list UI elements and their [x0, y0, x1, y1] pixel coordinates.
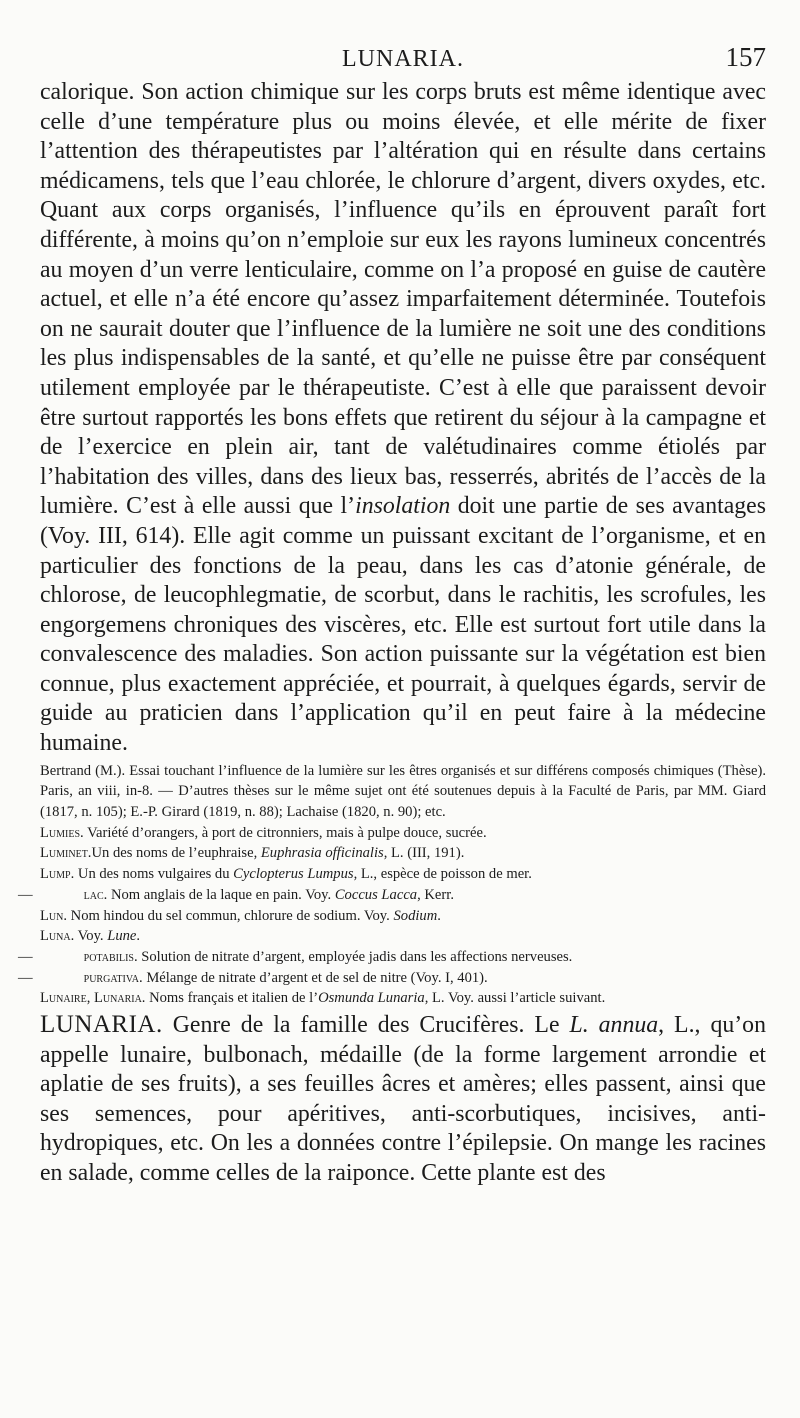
entry-head: Luna.	[40, 928, 75, 945]
entry-lunaire	[40, 988, 766, 1009]
entry-text: .	[437, 907, 441, 924]
main-paragraph	[40, 78, 766, 759]
running-title: LUNARIA.	[342, 46, 464, 72]
entry-head: Lunaire, Lunaria.	[40, 990, 146, 1007]
entry-text: Noms français et italien de l’	[145, 990, 319, 1007]
entry-text: , Kerr.	[417, 886, 454, 903]
entry-italic: Sodium	[393, 907, 438, 924]
entry-text: , L. Voy. aussi l’article suivant.	[424, 990, 606, 1007]
entry-luminet	[40, 843, 766, 864]
entry-italic: Coccus Lacca	[334, 886, 418, 903]
entry-text: , L. (III, 191).	[383, 845, 465, 862]
entry-text: Variété d’orangers, à port de citronniers, mais à pulpe douce, sucrée.	[83, 824, 487, 841]
entry-text: Solution de nitrate d’argent, employée jadis dans les affections nerveuses.	[137, 948, 573, 965]
entry-dash: —	[18, 886, 33, 903]
entry-italic: Osmunda Lunaria	[318, 990, 425, 1007]
entry-text: Nom anglais de la laque en pain. Voy.	[107, 886, 335, 903]
insolation-term: insolation	[355, 493, 451, 520]
entry-lump	[40, 864, 766, 885]
entry-text: , L., espèce de poisson de mer.	[353, 866, 532, 883]
entry-luna-purgativa	[18, 968, 766, 989]
entry-text: Un des noms vulgaires du	[74, 866, 234, 883]
entry-lumies	[40, 823, 766, 844]
entry-text: .	[136, 928, 141, 945]
entry-head: Lun.	[40, 907, 68, 924]
entry-head: lac.	[80, 886, 108, 903]
article-text-1: Genre de la famille des Crucifères. Le	[162, 1012, 570, 1039]
entry-head: Lumies.	[40, 824, 84, 841]
entry-luna-potabilis	[18, 947, 766, 968]
entry-text: Voy.	[74, 928, 108, 945]
entry-italic: Lune	[107, 928, 137, 945]
entry-italic: Cyclopterus Lumpus	[233, 866, 354, 883]
entry-head: purgativa.	[80, 969, 143, 986]
entry-head: Luminet.	[40, 845, 92, 862]
entry-lun	[40, 906, 766, 927]
entry-text: Mélange de nitrate d’argent et de sel de nitre (Voy. I, 401).	[142, 969, 488, 986]
page-number: 157	[725, 42, 766, 72]
lunaria-article	[40, 1010, 766, 1189]
entry-lump-lac	[18, 885, 766, 906]
article-head: LUNARIA.	[40, 1011, 163, 1039]
entry-head: potabilis.	[80, 948, 138, 965]
article-text-2: , L., qu’on appelle lunaire, bulbonach, médaille (de la forme largement arrondie et aplatie de ses fruits), a ses feuilles âcres et amères; elles passent, ainsi que ses semences, pour apéritives, anti-scorbutiques, incisives, anti-hydropiques, etc. On les a données contre l’épilepsie. On mange les racines en salade, comme celles de la raiponce. Cette plante est des	[40, 1012, 766, 1187]
entry-italic: Euphrasia officinalis	[260, 845, 384, 862]
article-italic: L. annua	[569, 1012, 659, 1039]
main-paragraph-text-1: calorique. Son action chimique sur les corps bruts est même identique avec celle d’une température plus ou moins élevée, et elle mérite de fixer l’attention des thérapeutistes par l’altération qui en résulte dans certains médicamens, tels que l’eau chlorée, le chlorure d’argent, divers oxydes, etc. Quant aux corps organisés, l’influence qu’ils en éprouvent paraît fort différente, à moins qu’on n’emploie sur eux les rayons lumineux concentrés au moyen d’un verre lenticulaire, comme on l’a proposé en guise de cautère actuel, et elle n’a été encore qu’assez imparfaitement déterminée. Toutefois on ne saurait douter que l’influence de la lumière ne soit une des conditions les plus indispensables de la santé, et qu’elle ne puisse être par conséquent utilement employée par le thérapeutiste. C’est à elle que paraissent devoir être surtout rapportés les bons effets que retirent du séjour à la campagne et de l’exercice en plein air, tant de valétudinaires comme étiolés par l’habitation des villes, dans des lieux bas, resserrés, abrités de l’accès de la lumière. C’est à elle aussi que l’	[40, 79, 766, 520]
entry-text: Un des noms de l’euphraise,	[91, 845, 261, 862]
notes-section	[18, 761, 766, 1009]
entry-head: Lump.	[40, 866, 75, 883]
entry-dash: —	[18, 948, 33, 965]
bibliography-note: Bertrand (M.). Essai touchant l’influence de la lumière sur les êtres organisés et sur différens composés chimiques (Thèse). Paris, an viii, in-8. — D’autres thèses sur le même sujet ont été soutenues depuis à la Faculté de Paris, par MM. Giard (1817, n. 105); E.-P. Girard (1819, n. 88); Lachaise (1820, n. 90); etc.	[40, 762, 766, 821]
entry-dash: —	[18, 969, 33, 986]
running-head	[40, 38, 766, 78]
entry-luna	[40, 926, 766, 947]
entry-text: Nom hindou du sel commun, chlorure de sodium. Voy.	[67, 907, 394, 924]
main-paragraph-text-2: doit une partie de ses avantages (Voy. III, 614). Elle agit comme un puissant excitant de l’organisme, et en particulier des fonctions de la peau, dans les cas d’atonie générale, de chlorose, de leucophlegmatie, de scorbut, dans le rachitis, les scrofules, les engorgemens chroniques des viscères, etc. Elle est surtout fort utile dans la convalescence des maladies. Son action puissante sur la végétation est bien connue, plus exactement appréciée, et pourrait, à quelques égards, servir de guide au praticien dans l’application qu’il en peut faire à la médecine humaine.	[40, 493, 766, 757]
